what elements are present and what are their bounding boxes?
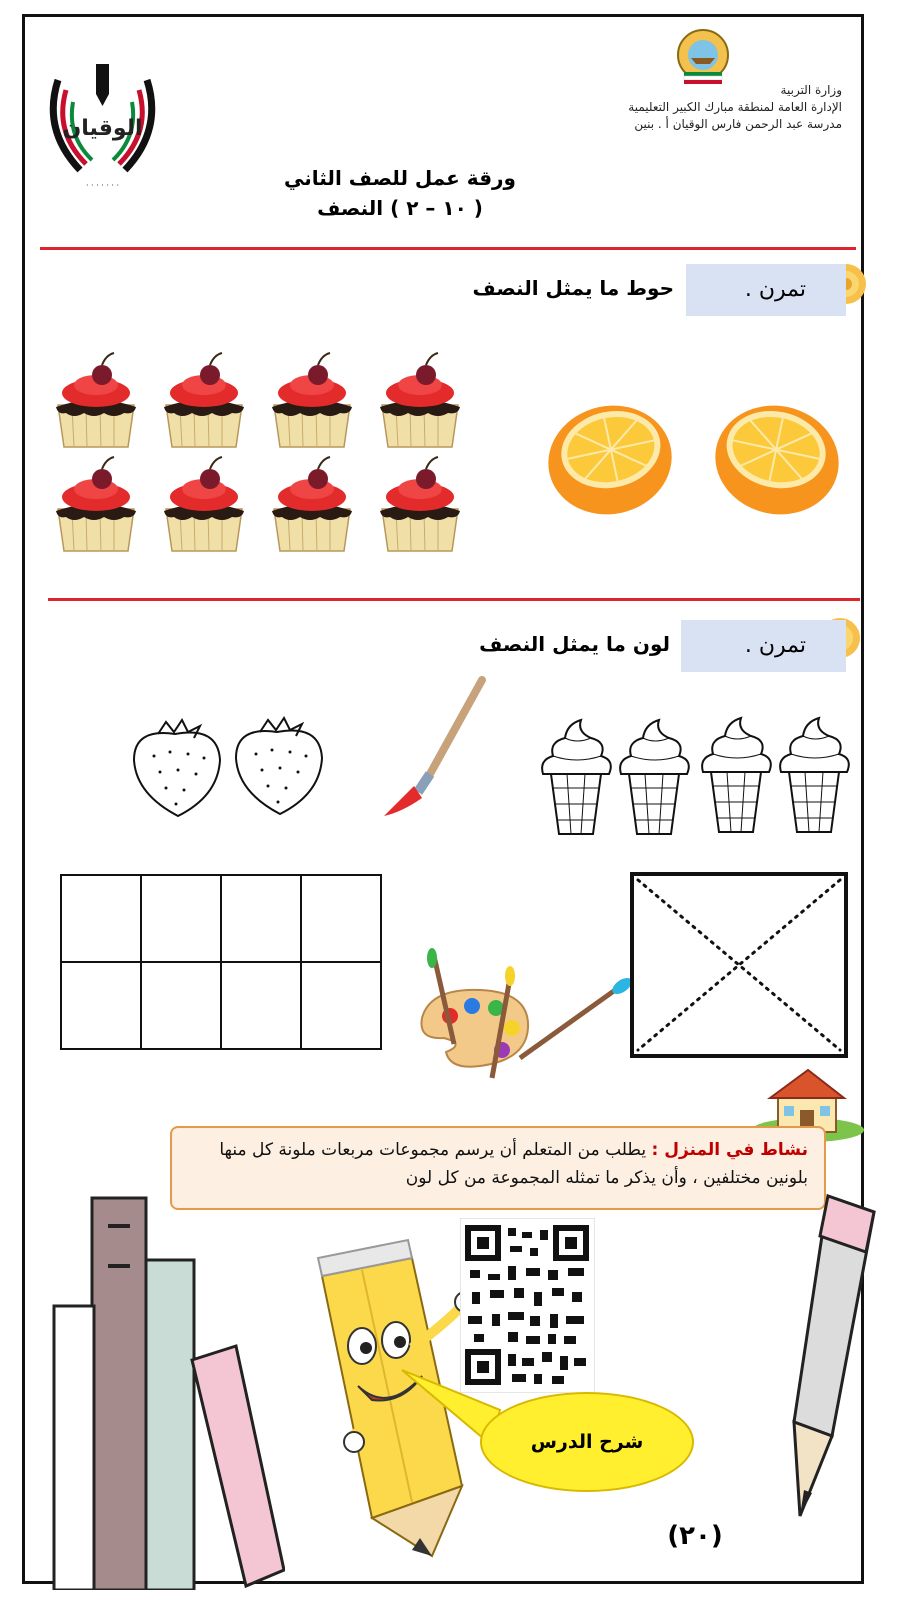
title-line-1: ورقة عمل للصف الثاني [284,166,516,190]
exercise-2-label: تمرن . [744,633,806,658]
grid-cell[interactable] [141,875,221,962]
lesson-explanation-bubble[interactable] [480,1392,694,1492]
exercise-2-instruction: لون ما يمثل النصف [479,632,670,656]
ice-cream-group [535,712,855,837]
ministry-line: مدرسة عبد الرحمن فارس الوقيان أ . بنين [634,117,842,131]
grid-cell[interactable] [221,962,301,1049]
svg-text:· · · · · · ·: · · · · · · · [85,181,120,190]
grid-cell[interactable] [141,962,221,1049]
paintbrush-icon [378,674,490,822]
worksheet-title [240,163,560,223]
home-activity-label: نشاط في المنزل : [651,1140,808,1160]
exercise-2-label-box [681,620,846,672]
school-logo [40,60,165,195]
grid-cell[interactable] [301,962,381,1049]
pencil-illustration [790,1186,880,1526]
ministry-line: الإدارة العامة لمنطقة مبارك الكبير التعليمية [628,100,842,114]
exercise-1-label-box [686,264,846,316]
books-illustration [50,1190,285,1590]
cupcake-group [52,345,472,555]
ministry-emblem [672,28,734,86]
section-divider [48,598,860,601]
ministry-header [512,82,842,133]
logo-text: الوقيان [62,116,143,141]
section-divider [40,247,856,250]
grid-cell[interactable] [221,875,301,962]
squares-grid [60,874,382,1050]
grid-cell[interactable] [61,875,141,962]
paint-palette-icon [410,948,635,1083]
exercise-1-instruction: حوط ما يمثل النصف [472,276,674,300]
bubble-text: شرح الدرس [530,1431,644,1453]
title-line-2: ( ١٠ – ٢ ) النصف [317,196,483,220]
grid-cell[interactable] [61,962,141,1049]
grid-cell[interactable] [301,875,381,962]
exercise-1-label: تمرن . [744,277,806,302]
orange-halves [545,398,845,523]
strawberry-group [128,712,328,822]
dotted-square [630,872,848,1058]
home-activity-text: يطلب من المتعلم أن يرسم مجموعات مربعات ملونة كل منها بلونين مختلفين ، وأن يذكر ما تمثله المجموعة من كل لون [219,1140,808,1188]
ministry-line: وزارة التربية [780,83,842,97]
page-number: (٢٠) [667,1521,723,1551]
